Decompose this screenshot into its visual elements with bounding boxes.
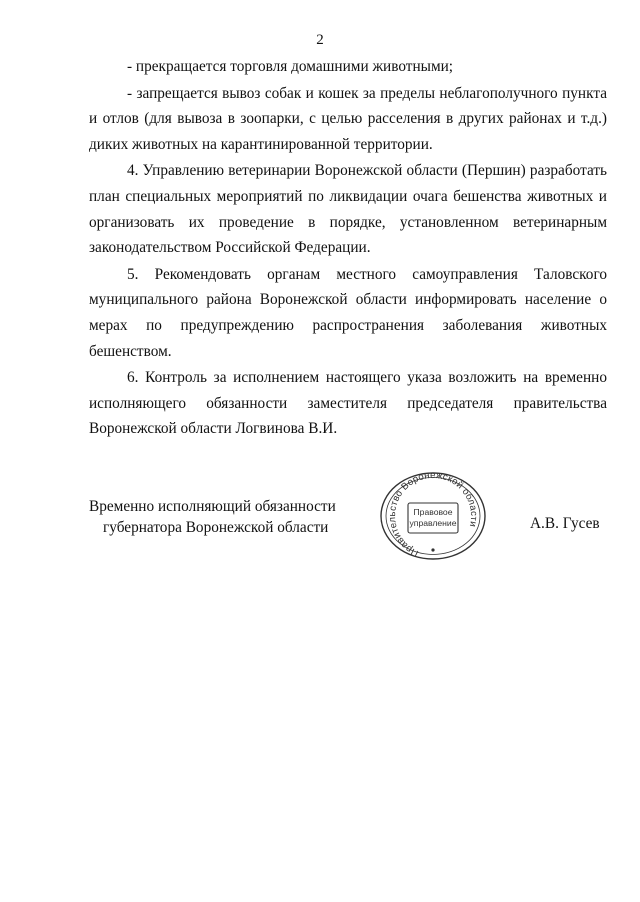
paragraph-item-4: 4. Управлению ветеринарии Воронежской области (Першин) разработать план специальных мероприятий по ликвидации очага бешенства животных и организовать их проведение в порядке, установленном ветеринарным законодательством Российской Федерации. <box>89 162 607 257</box>
seal-outer-ring <box>381 473 485 559</box>
seal-center-line1: Правовое <box>413 507 453 517</box>
paragraph-item-6: 6. Контроль за исполнением настоящего указа возложить на временно исполняющего обязанности заместителя председателя правительства Воронежской области Логвинова В.И. <box>89 369 607 438</box>
signatory-title-line1: Временно исполняющий обязанности <box>89 498 336 515</box>
official-seal <box>375 470 491 564</box>
seal-center-frame <box>408 503 458 533</box>
paragraph-export-ban: - запрещается вывоз собак и кошек за пределы неблагополучного пункта и отлов (для вывоза в зоопарки, с целью расселения в других районах и т.д.) диких животных на карантинированной территории. <box>89 84 607 153</box>
paragraph-trade-ban: - прекращается торговля домашними животными; <box>127 58 454 75</box>
seal-center-line2: управление <box>409 518 457 528</box>
seal-inner-ring <box>386 478 480 555</box>
seal-dot <box>431 548 434 551</box>
signatory-title-line2: губернатора Воронежской области <box>103 519 329 536</box>
seal-ring-text: Правительство Воронежской области <box>386 470 480 559</box>
document-body <box>89 54 607 443</box>
signatory-name: А.В. Гусев <box>530 515 600 532</box>
signatory-title <box>89 496 336 538</box>
page-number: 2 <box>316 32 324 48</box>
paragraph-item-5: 5. Рекомендовать органам местного самоуправления Таловского муниципального района Воронежской области информировать население о мерах по предупреждению распространения заболевания животных бешенством. <box>89 265 607 360</box>
